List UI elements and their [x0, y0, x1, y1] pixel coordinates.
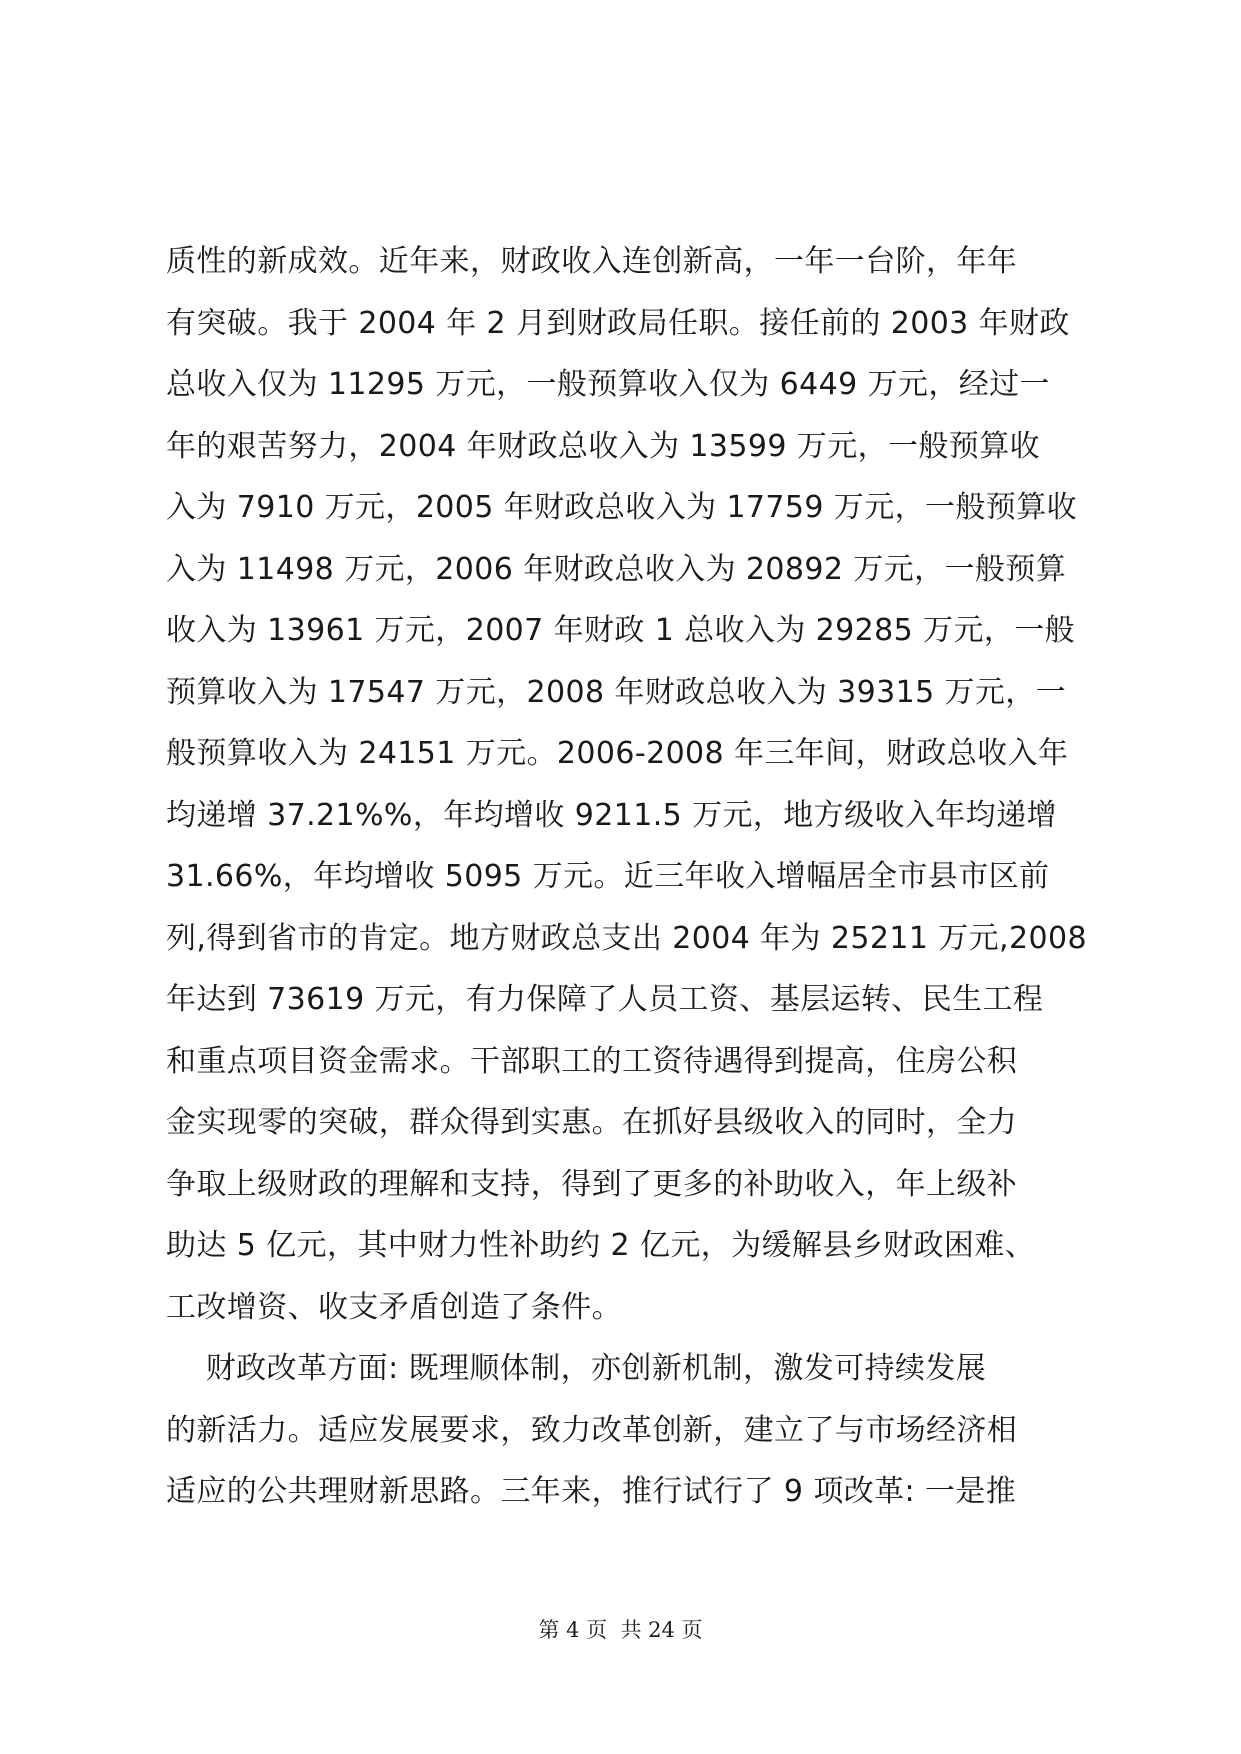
text-line: 均递增 37.21%%，年均增收 9211.5 万元，地方级收入年均递增: [166, 797, 1057, 833]
text-line: 年达到 73619 万元，有力保障了人员工资、基层运转、民生工程: [166, 982, 1044, 1017]
text-line: 适应的公共理财新思路。三年来，推行试行了 9 项改革: 一是推: [166, 1474, 1017, 1509]
text-line: 助达 5 亿元，其中财力性补助约 2 亿元，为缓解县乡财政困难、: [166, 1228, 1036, 1263]
text-line: 财政改革方面: 既理顺体制，亦创新机制，激发可持续发展: [166, 1351, 987, 1386]
body-text: [166, 231, 1086, 1523]
text-line: 列,得到省市的肯定。地方财政总支出 2004 年为 25211 万元,2008: [166, 920, 1087, 956]
text-line: 预算收入为 17547 万元，2008 年财政总收入为 39315 万元，一: [166, 674, 1067, 710]
text-line: 入为 7910 万元，2005 年财政总收入为 17759 万元，一般预算收: [166, 490, 1078, 525]
text-line: 收入为 13961 万元，2007 年财政 1 总收入为 29285 万元，一般: [166, 613, 1076, 648]
text-line: 争取上级财政的理解和支持，得到了更多的补助收入，年上级补: [166, 1166, 1018, 1202]
text-line: 入为 11498 万元，2006 年财政总收入为 20892 万元，一般预算: [166, 551, 1067, 587]
text-line: 有突破。我于 2004 年 2 月到财政局任职。接任前的 2003 年财政: [166, 305, 1070, 341]
text-line: 的新活力。适应发展要求，致力改革创新，建立了与市场经济相: [166, 1412, 1018, 1448]
text-line: 金实现零的突破，群众得到实惠。在抓好县级收入的同时，全力: [166, 1105, 1018, 1140]
text-line: 31.66%，年均增收 5095 万元。近三年收入增幅居全市县市区前: [166, 859, 1050, 894]
text-line: 般预算收入为 24151 万元。2006-2008 年三年间，财政总收入年: [166, 736, 1069, 771]
text-line: 年的艰苦努力，2004 年财政总收入为 13599 万元，一般预算收: [166, 428, 1040, 464]
text-line: 总收入仅为 11295 万元，一般预算收入仅为 6449 万元，经过一: [166, 367, 1050, 402]
text-line: 工改增资、收支矛盾创造了条件。: [166, 1289, 622, 1325]
page-number-footer: 第 4 页 共 24 页: [538, 1618, 703, 1642]
text-line: 和重点项目资金需求。干部职工的工资待遇得到提高，住房公积: [166, 1043, 1018, 1079]
text-line: 质性的新成效。近年来，财政收入连创新高，一年一台阶，年年: [166, 244, 1018, 279]
